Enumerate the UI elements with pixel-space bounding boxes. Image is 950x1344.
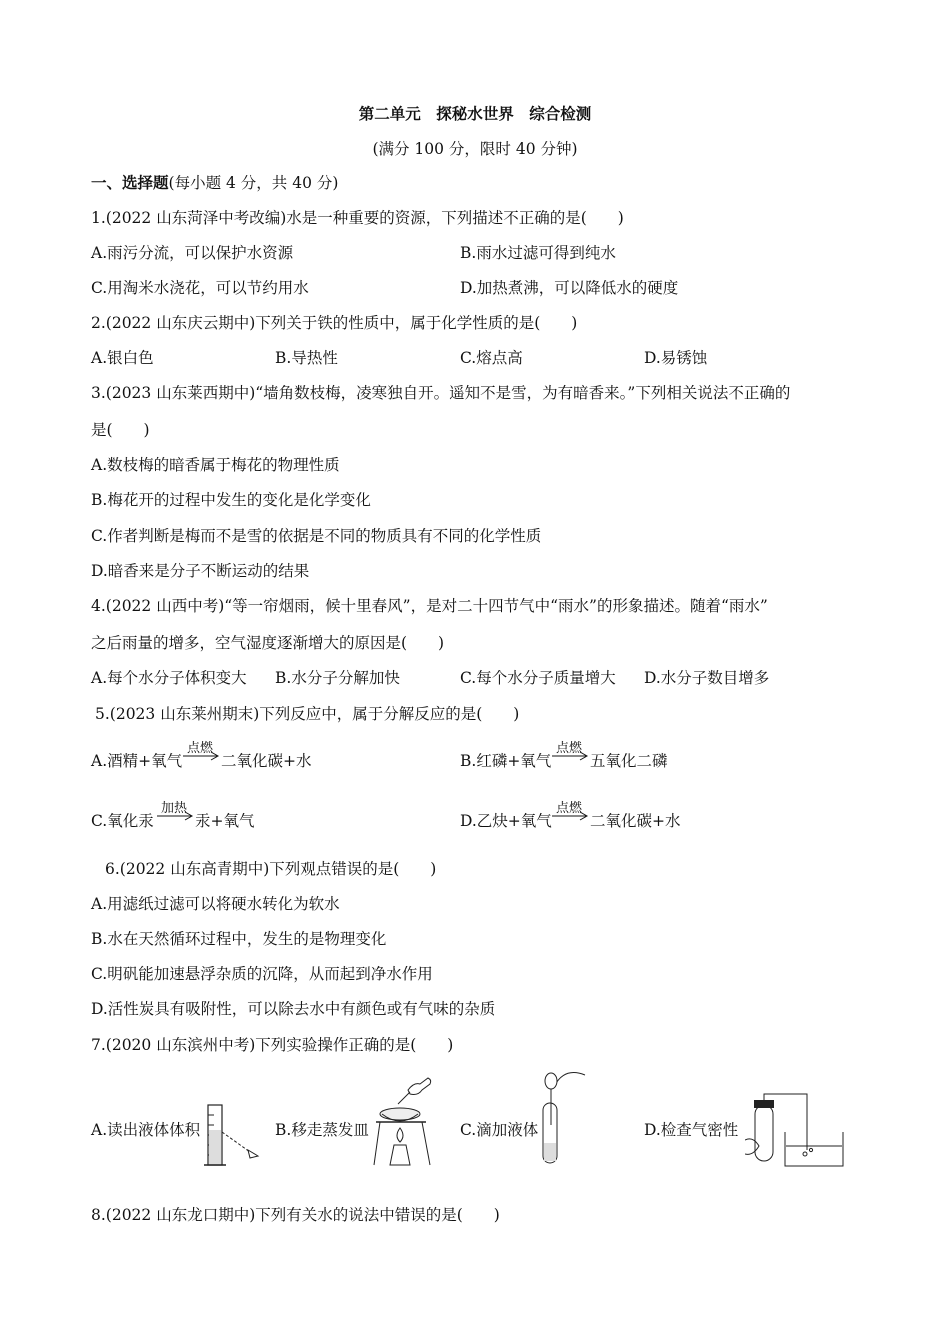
section-heading — [91, 173, 338, 193]
reaction-arrow-icon — [157, 811, 195, 821]
reaction-condition: 点燃 — [556, 801, 583, 816]
question-3-option-d[interactable]: D.暗香来是分子不断运动的结果 — [91, 562, 310, 580]
question-2-option-b[interactable]: B.导热性 — [275, 349, 338, 367]
graduated-cylinder-figure — [200, 1100, 265, 1170]
reaction-products: 二氧化碳+水 — [221, 752, 312, 770]
reaction-condition: 点燃 — [556, 741, 583, 756]
question-6-option-c[interactable]: C.明矾能加速悬浮杂质的沉降，从而起到净水作用 — [91, 965, 433, 983]
question-4-option-d[interactable]: D.水分子数目增多 — [644, 669, 770, 687]
reaction-products: 五氧化二磷 — [590, 752, 668, 770]
section-heading-note: (每小题 4 分，共 40 分) — [168, 174, 339, 192]
question-5-option-d[interactable] — [460, 797, 760, 837]
question-8-stem: 8.(2022 山东龙口期中)下列有关水的说法中错误的是( ) — [91, 1206, 500, 1224]
reaction-arrow-icon — [552, 751, 590, 761]
question-2-option-c[interactable]: C.熔点高 — [460, 349, 523, 367]
question-7-stem: 7.(2020 山东滨州中考)下列实验操作正确的是( ) — [91, 1036, 454, 1054]
reaction-reactants: C.氧化汞 — [91, 812, 154, 830]
question-1-stem: 1.(2022 山东菏泽中考改编)水是一种重要的资源，下列描述不正确的是( ) — [91, 209, 624, 227]
reaction-condition: 点燃 — [187, 741, 214, 756]
question-6-option-d[interactable]: D.活性炭具有吸附性，可以除去水中有颜色或有气味的杂质 — [91, 1000, 496, 1018]
question-1-option-a[interactable]: A.雨污分流，可以保护水资源 — [91, 244, 294, 262]
reaction-arrow-icon — [552, 811, 590, 821]
question-1-option-d[interactable]: D.加热煮沸，可以降低水的硬度 — [460, 279, 679, 297]
page-title: 第二单元 探秘水世界 综合检测 — [358, 104, 592, 123]
dropper-test-tube-figure — [535, 1065, 595, 1170]
evaporating-dish-figure — [370, 1070, 440, 1170]
question-2-option-a[interactable]: A.银白色 — [91, 349, 154, 367]
question-5-stem: 5.(2023 山东莱州期末)下列反应中，属于分解反应的是( ) — [95, 705, 520, 723]
question-3-option-c[interactable]: C.作者判断是梅而不是雪的依据是不同的物质具有不同的化学性质 — [91, 527, 542, 545]
question-1-option-b[interactable]: B.雨水过滤可得到纯水 — [460, 244, 616, 262]
question-5-option-a[interactable] — [91, 737, 391, 777]
question-4-option-a[interactable]: A.每个水分子体积变大 — [91, 669, 247, 687]
reaction-arrow-icon — [183, 751, 221, 761]
question-2-stem: 2.(2022 山东庆云期中)下列关于铁的性质中，属于化学性质的是( ) — [91, 314, 578, 332]
question-7-option-a[interactable]: A.读出液体体积 — [91, 1121, 201, 1139]
question-4-stem-line-2: 之后雨量的增多，空气湿度逐渐增大的原因是( ) — [91, 634, 445, 652]
page-subtitle: (满分 100 分，限时 40 分钟) — [372, 140, 578, 158]
question-3-stem-line-2: 是( ) — [91, 421, 150, 439]
question-1-option-c[interactable]: C.用淘米水浇花，可以节约用水 — [91, 279, 309, 297]
section-heading-label: 一、选择题 — [91, 173, 169, 192]
reaction-products: 二氧化碳+水 — [590, 812, 681, 830]
question-4-stem-line-1: 4.(2022 山西中考)“等一帘烟雨，候十里春风”，是对二十四节气中“雨水”的形象描述。随着“雨水” — [91, 597, 768, 615]
question-5-option-c[interactable] — [91, 797, 391, 837]
question-7-option-c[interactable]: C.滴加液体 — [460, 1121, 539, 1139]
question-7-option-b[interactable]: B.移走蒸发皿 — [275, 1121, 369, 1139]
question-2-option-d[interactable]: D.易锈蚀 — [644, 349, 708, 367]
reaction-reactants: B.红磷+氧气 — [460, 752, 552, 770]
question-6-option-a[interactable]: A.用滤纸过滤可以将硬水转化为软水 — [91, 895, 340, 913]
question-3-option-a[interactable]: A.数枝梅的暗香属于梅花的物理性质 — [91, 456, 340, 474]
air-tightness-test-figure — [745, 1090, 855, 1170]
question-4-option-b[interactable]: B.水分子分解加快 — [275, 669, 400, 687]
question-6-stem: 6.(2022 山东高青期中)下列观点错误的是( ) — [105, 860, 437, 878]
reaction-condition: 加热 — [161, 801, 188, 816]
question-3-stem-line-1: 3.(2023 山东莱西期中)“墙角数枝梅，凌寒独自开。遥知不是雪，为有暗香来。”下列相关说法不正确的 — [91, 384, 791, 402]
question-6-option-b[interactable]: B.水在天然循环过程中，发生的是物理变化 — [91, 930, 387, 948]
question-5-option-b[interactable] — [460, 737, 760, 777]
reaction-products: 汞+氧气 — [195, 812, 255, 830]
reaction-reactants: D.乙炔+氧气 — [460, 812, 552, 830]
question-7-option-d[interactable]: D.检查气密性 — [644, 1121, 739, 1139]
question-3-option-b[interactable]: B.梅花开的过程中发生的变化是化学变化 — [91, 491, 371, 509]
reaction-reactants: A.酒精+氧气 — [91, 752, 183, 770]
question-4-option-c[interactable]: C.每个水分子质量增大 — [460, 669, 616, 687]
